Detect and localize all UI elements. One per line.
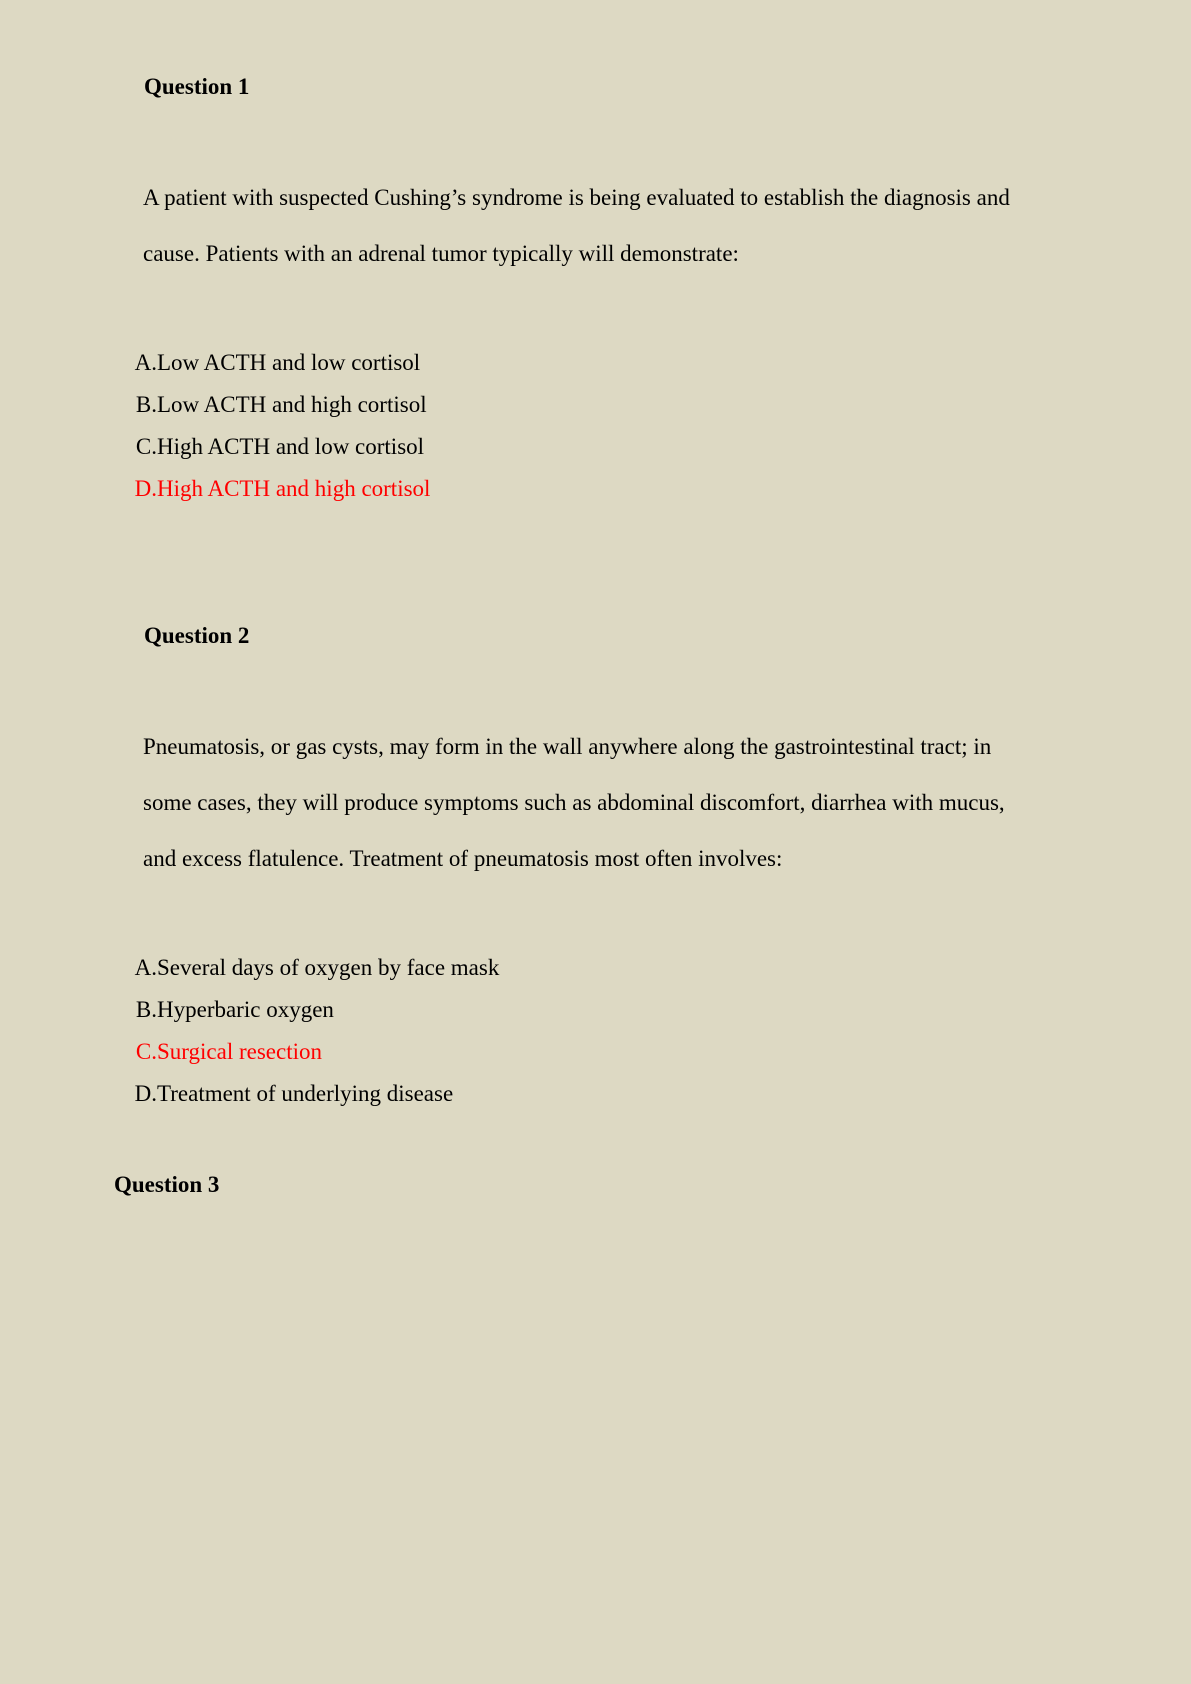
question-2-heading: Question 2 — [144, 623, 250, 648]
option-letter: D. — [134, 1081, 157, 1106]
option-letter: D. — [134, 476, 157, 501]
question-1-stem-line-1: A patient with suspected Cushing’s syndrome is being evaluated to establish the diagnosis and — [143, 185, 1010, 210]
option-text: Surgical resection — [157, 1039, 322, 1064]
option-letter: A. — [134, 955, 157, 980]
option-letter: C. — [135, 434, 157, 459]
question-1-stem-line-2: cause. Patients with an adrenal tumor typically will demonstrate: — [143, 241, 739, 266]
question-2-stem-line-1: Pneumatosis, or gas cysts, may form in the wall anywhere along the gastrointestinal tract; in — [143, 734, 992, 759]
option-text: Low ACTH and high cortisol — [157, 392, 427, 417]
option-text: High ACTH and low cortisol — [157, 434, 425, 459]
question-1-heading: Question 1 — [144, 74, 250, 99]
option-letter: B. — [135, 392, 157, 417]
option-text: Treatment of underlying disease — [157, 1081, 454, 1106]
question-2-stem-line-2: some cases, they will produce symptoms such as abdominal discomfort, diarrhea with mucus, — [143, 790, 1005, 815]
option-text: Several days of oxygen by face mask — [157, 955, 500, 980]
option-text: Low ACTH and low cortisol — [157, 350, 421, 375]
option-letter: B. — [135, 997, 157, 1022]
question-3-heading: Question 3 — [114, 1172, 220, 1197]
option-text: Hyperbaric oxygen — [157, 997, 334, 1022]
option-text: High ACTH and high cortisol — [157, 476, 431, 501]
option-letter: A. — [134, 350, 157, 375]
option-letter: C. — [135, 1039, 157, 1064]
question-2-stem-line-3: and excess flatulence. Treatment of pneumatosis most often involves: — [143, 846, 783, 871]
